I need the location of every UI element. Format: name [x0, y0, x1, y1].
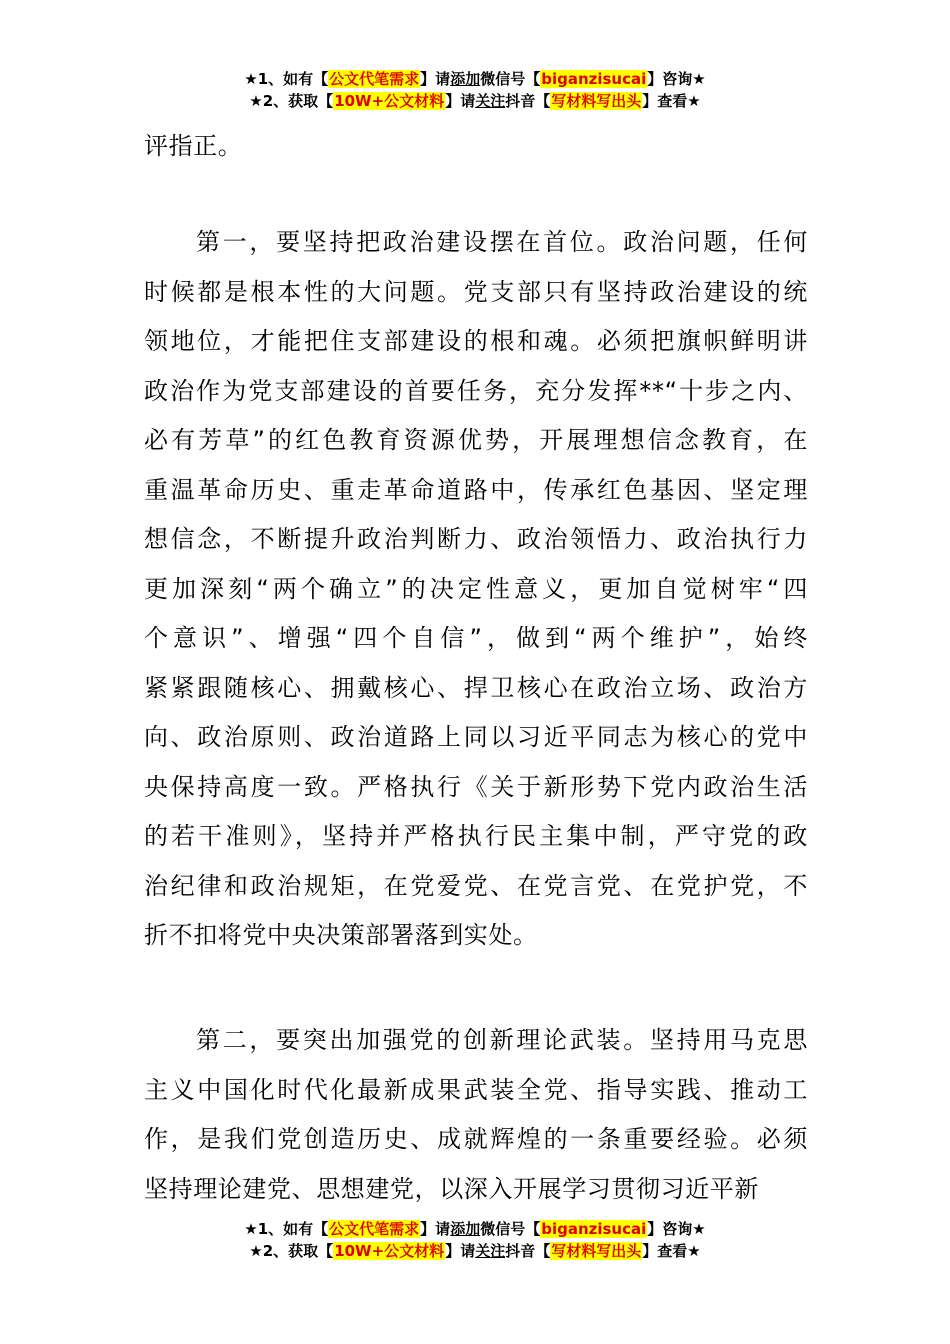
- paragraph-line: 治纪律和政治规矩，在党爱党、在党言党、在党护党，不: [144, 871, 808, 900]
- ad-underline: 关注: [475, 92, 506, 110]
- ad-text: 】请: [420, 1220, 451, 1238]
- ad-highlight: 写材料写出头: [551, 1242, 642, 1260]
- paragraph-line: 必有芳草”的红色教育资源优势，开展理想信念教育，在: [144, 426, 808, 454]
- paragraph-line: 个意识”、增强“四个自信”，做到“两个维护”，始终: [144, 624, 808, 652]
- ad-underline: 关注: [475, 1242, 506, 1260]
- header-ad-line-2: [0, 90, 950, 112]
- ad-text: 抖音【: [505, 92, 551, 110]
- paragraph-line: 央保持高度一致。严格执行《关于新形势下党内政治生活: [144, 772, 808, 801]
- ad-text: 微信号【: [480, 70, 541, 88]
- paragraph-line: 坚持理论建党、思想建党，以深入开展学习贯彻习近平新: [144, 1174, 759, 1203]
- paragraph-line: 领地位，才能把住支部建设的根和魂。必须把旗帜鲜明讲: [144, 327, 808, 355]
- paragraph-line: 评指正。: [144, 132, 243, 160]
- ad-underline: 添加: [450, 1220, 481, 1238]
- ad-highlight: biganzisucai: [541, 70, 647, 88]
- ad-highlight: 写材料写出头: [551, 92, 642, 110]
- footer-ad-line-1: [0, 1218, 950, 1240]
- ad-text: 】咨询★: [647, 1220, 706, 1238]
- ad-text: ★2、获取【: [249, 92, 334, 110]
- paragraph-political-building: [144, 218, 808, 961]
- ad-highlight: 10W+公文材料: [334, 1242, 445, 1260]
- paragraph-line: 政治作为党支部建设的首要任务，充分发挥**“十步之内、: [144, 376, 808, 405]
- header-ad: [0, 68, 950, 112]
- paragraph-line: 主义中国化时代化最新成果武装全党、指导实践、推动工: [144, 1075, 808, 1104]
- paragraph-line: 折不扣将党中央决策部署落到实处。: [144, 921, 538, 949]
- ad-highlight: biganzisucai: [541, 1220, 647, 1238]
- ad-text: 】请: [420, 70, 451, 88]
- footer-ad: [0, 1218, 950, 1262]
- paragraph-continuation: [144, 122, 808, 172]
- ad-text: 抖音【: [505, 1242, 551, 1260]
- paragraph-line: 想信念，不断提升政治判断力、政治领悟力、政治执行力: [144, 525, 808, 553]
- paragraph-line: 第二，要突出加强党的创新理论武装。坚持用马克思: [196, 1026, 808, 1054]
- ad-text: ★1、如有【: [244, 1220, 329, 1238]
- ad-text: 】查看★: [642, 92, 701, 110]
- header-ad-line-1: [0, 68, 950, 90]
- ad-highlight: 公文代笔需求: [329, 1220, 420, 1238]
- paragraph-line: 作，是我们党创造历史、成就辉煌的一条重要经验。必须: [144, 1125, 808, 1153]
- paragraph-line: 的若干准则》，坚持并严格执行民主集中制，严守党的政: [144, 822, 808, 850]
- ad-text: 微信号【: [480, 1220, 541, 1238]
- ad-text: ★1、如有【: [244, 70, 329, 88]
- ad-highlight: 10W+公文材料: [334, 92, 445, 110]
- ad-text: ★2、获取【: [249, 1242, 334, 1260]
- ad-highlight: 公文代笔需求: [329, 70, 420, 88]
- paragraph-line: 紧紧跟随核心、拥戴核心、捍卫核心在政治立场、政治方: [144, 673, 808, 702]
- paragraph-line: 向、政治原则、政治道路上同以习近平同志为核心的党中: [144, 723, 808, 751]
- paragraph-line: 更加深刻“两个确立”的决定性意义，更加自觉树牢“四: [144, 574, 808, 603]
- paragraph-line: 重温革命历史、重走革命道路中，传承红色基因、坚定理: [144, 475, 808, 504]
- ad-text: 】查看★: [642, 1242, 701, 1260]
- ad-text: 】咨询★: [647, 70, 706, 88]
- footer-ad-line-2: [0, 1240, 950, 1262]
- paragraph-line: 第一，要坚持把政治建设摆在首位。政治问题，任何: [196, 228, 808, 256]
- ad-text: 】请: [445, 92, 476, 110]
- ad-underline: 添加: [450, 70, 481, 88]
- ad-text: 】请: [445, 1242, 476, 1260]
- paragraph-theory-arming: [144, 1016, 808, 1214]
- paragraph-line: 时候都是根本性的大问题。党支部只有坚持政治建设的统: [144, 277, 808, 306]
